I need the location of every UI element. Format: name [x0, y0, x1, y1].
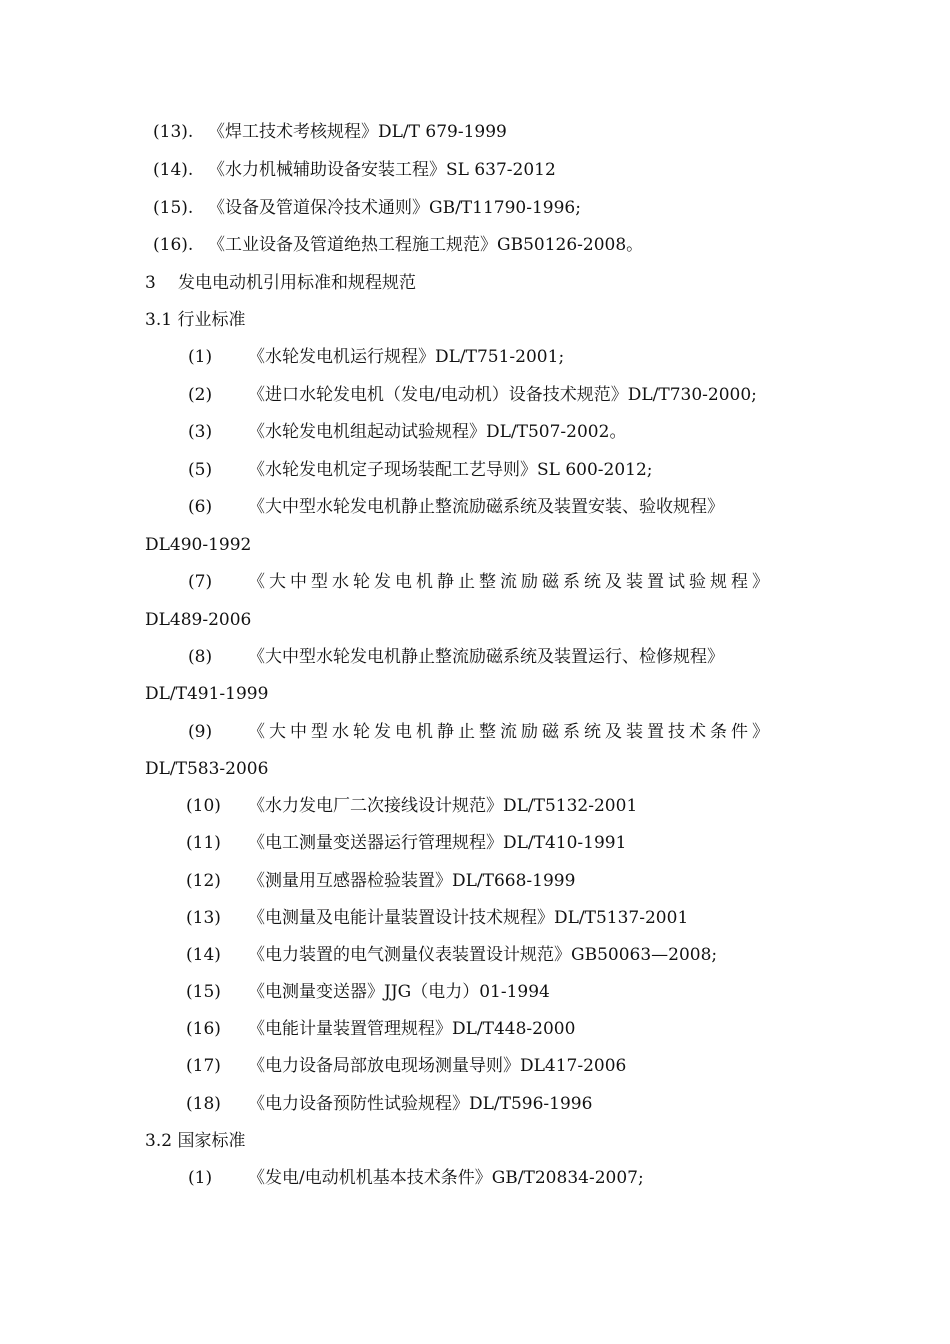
- document-page: (13). 《焊工技术考核规程》DL/T 679-1999 (14). 《水力机械辅助设备安装工程》SL 637-2012 (15). 《设备及管道保冷技术通则》GB/T11790-1996; (16). 《工业设备及管道绝热工程施工规范》GB50126-2008。 3 发电电动机引用标准和规程规范 3.1 行业标准 (1) 《水轮发电机运行规程》DL/T751-2001; (2) 《进口水轮发电机（发电/电动机）设备技术规范》DL/T730-2000; (3) 《水轮发电机组起动试验规程》DL/T507-2002。 (5) 《水轮发电机定子现场装配工艺导则》SL 600-2012; (6) 《大中型水轮发电机静止整流励磁系统及装置安装、验收规程》 DL490-1992 (7) 《大中型水轮发电机静止整流励磁系统及装置试验规程》 DL489-2006 (8) 《大中型水轮发电机静止整流励磁系统及装置运行、检修规程》 DL/T491-1999 (9) 《大中型水轮发电机静止整流励磁系统及装置技术条件》 DL/T583-2006 (10) 《水力发电厂二次接线设计规范》DL/T5132-2001 (11) 《电工测量变送器运行管理规程》DL/T410-1991 (12) 《测量用互感器检验装置》DL/T668-1999 (13) 《电测量及电能计量装置设计技术规程》DL/T5137-2001 (14) 《电力装置的电气测量仪表装置设计规范》GB50063—2008; (15) 《电测量变送器》JJG（电力）01-1994 (16) 《电能计量装置管理规程》DL/T448-2000 (17) 《电力设备局部放电现场测量导则》DL417-2006 (18) 《电力设备预防性试验规程》DL/T596-1996 3.2 国家标准 (1) 《发电/电动机机基本技术条件》GB/T20834-2007;: [145, 122, 773, 1188]
